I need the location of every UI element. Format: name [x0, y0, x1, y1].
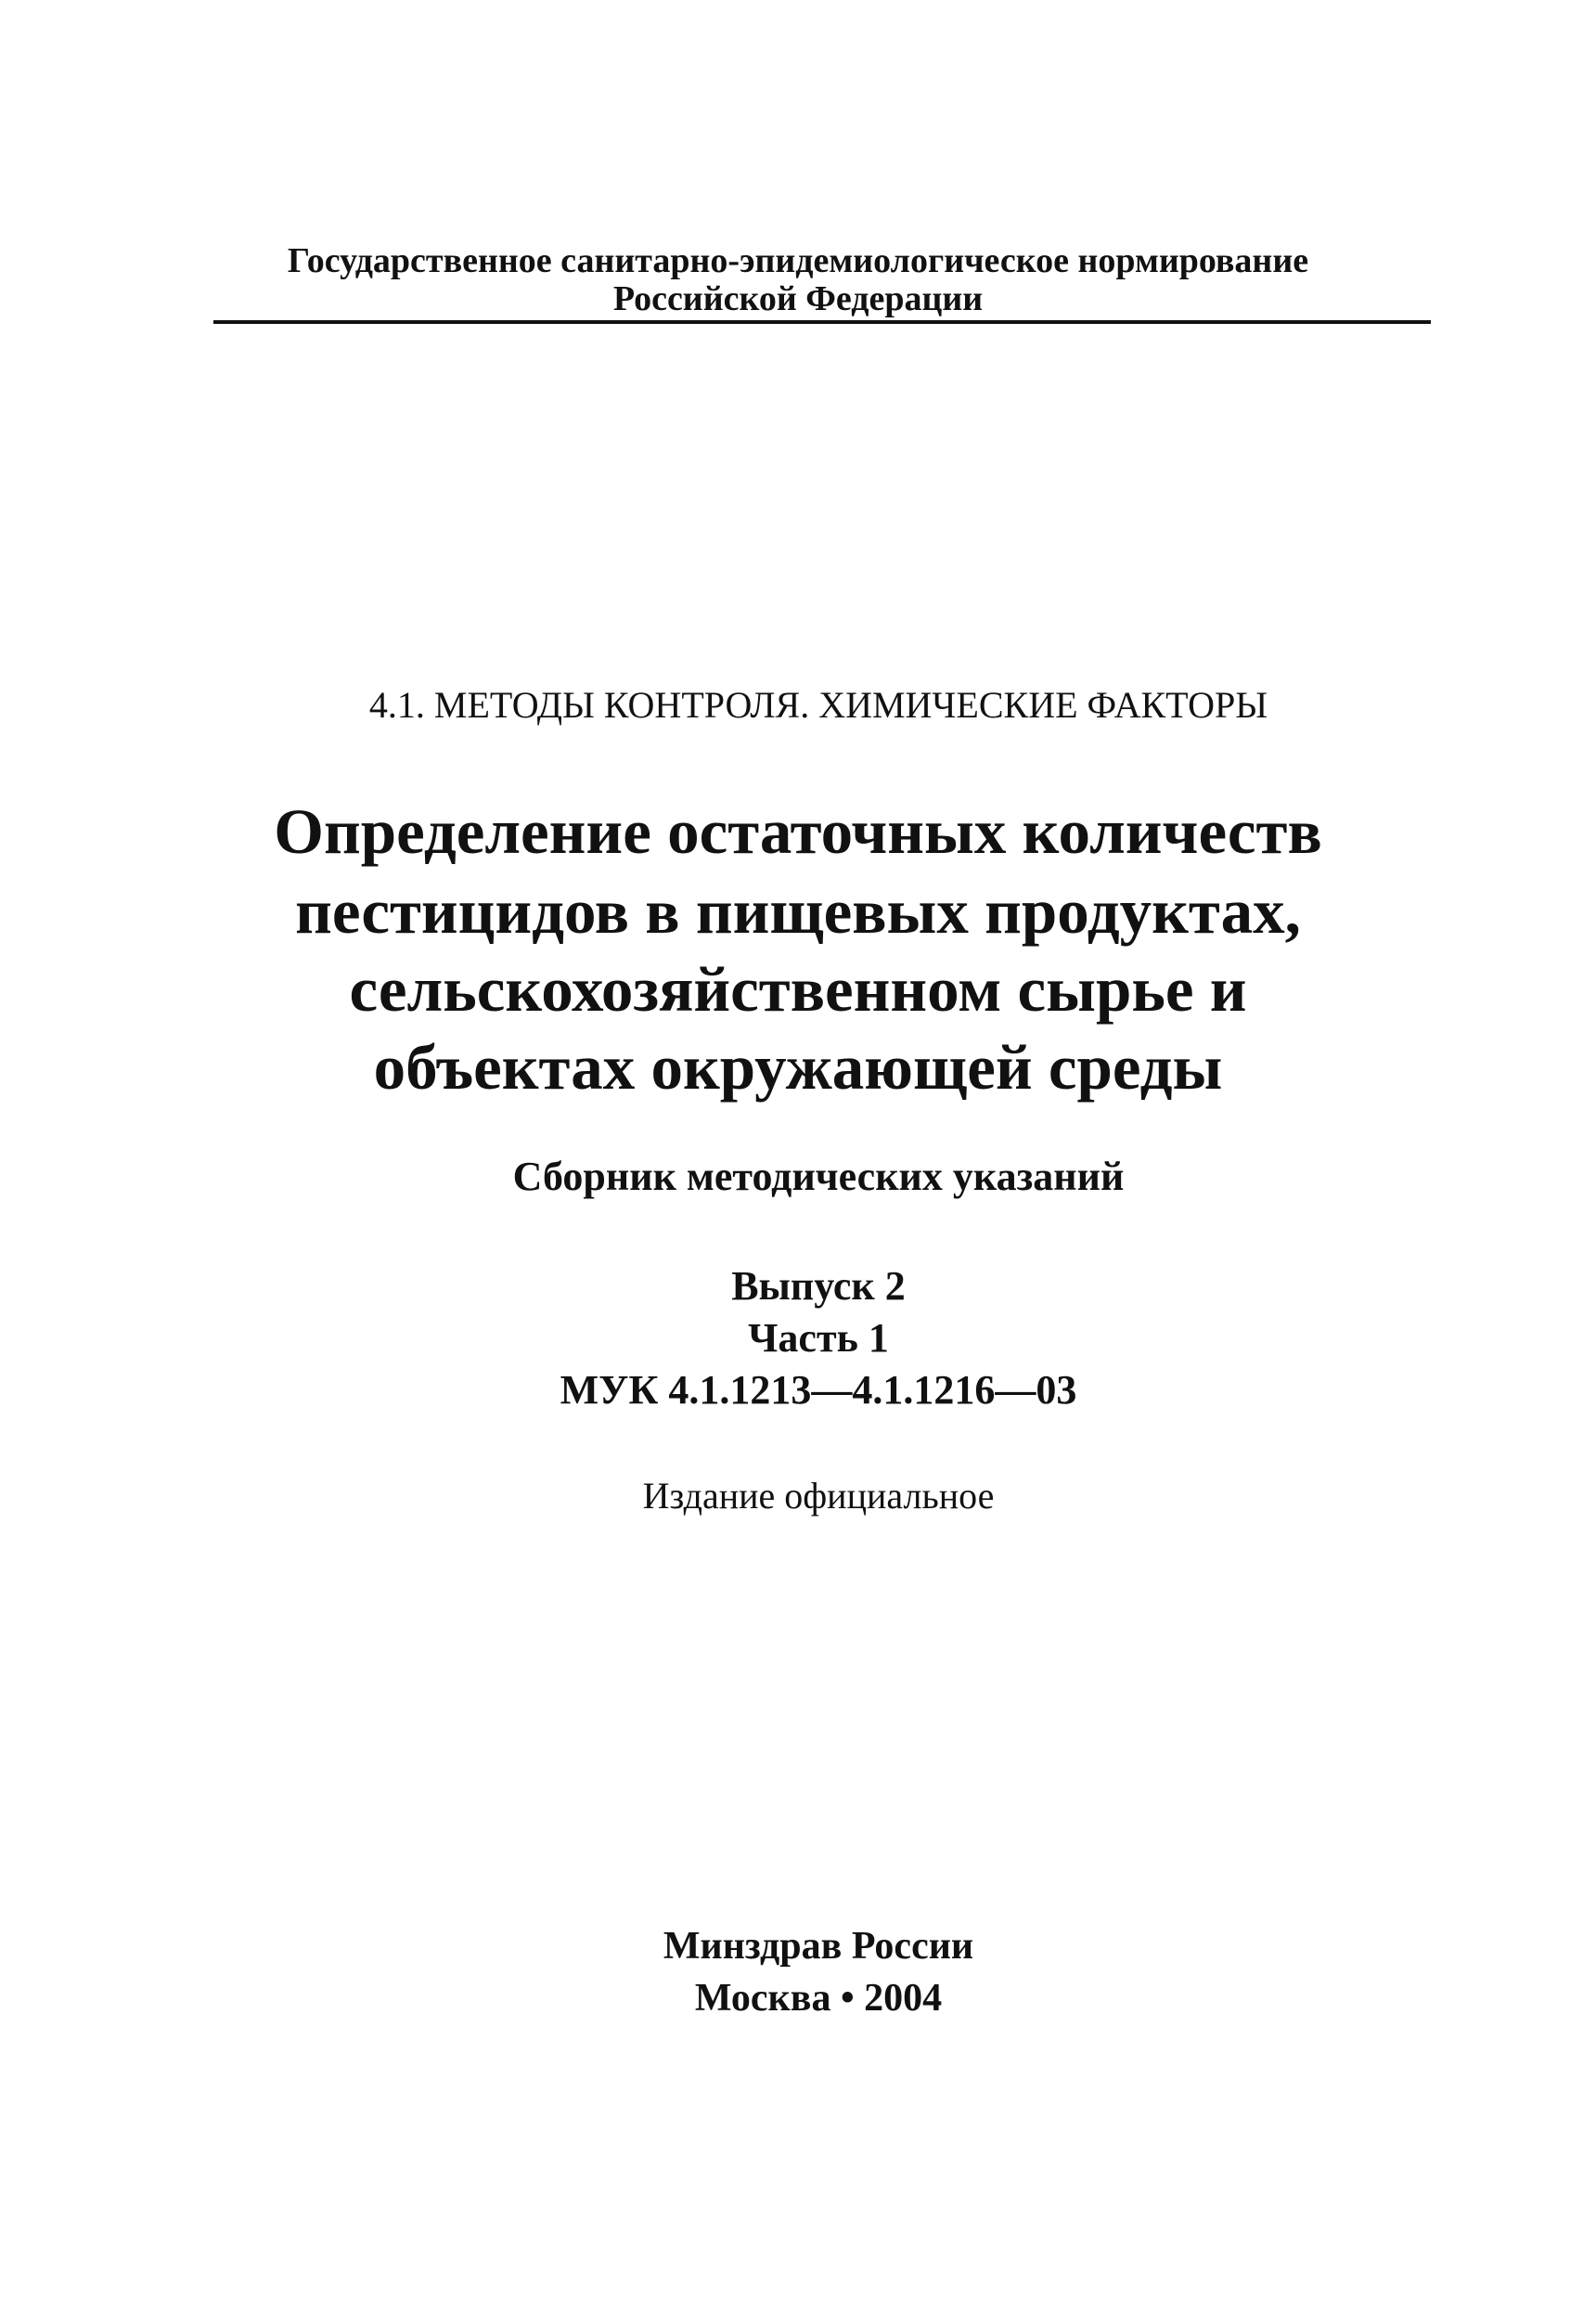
title-line-4: объектах окружающей среды: [373, 1032, 1223, 1103]
header-divider: [213, 320, 1431, 324]
document-code: МУК 4.1.1213—4.1.1216—03: [560, 1367, 1077, 1413]
edition-label: Издание официальное: [642, 1475, 995, 1517]
issue-part: Часть 1: [748, 1315, 889, 1361]
document-subtitle: Сборник методических указаний: [512, 1154, 1125, 1199]
title-line-3: сельскохозяйственном сырье и: [349, 954, 1247, 1025]
publisher-city-year: Москва • 2004: [694, 1977, 943, 2020]
header-line-2: Российской Федерации: [612, 279, 984, 318]
header-line-1: Государственное санитарно-эпидемиологическое нормирование: [287, 241, 1309, 280]
publisher-name: Минздрав России: [663, 1925, 974, 1968]
issue-number: Выпуск 2: [731, 1263, 906, 1309]
section-heading: 4.1. МЕТОДЫ КОНТРОЛЯ. ХИМИЧЕСКИЕ ФАКТОРЫ: [368, 684, 1268, 726]
title-line-2: пестицидов в пищевых продуктах,: [295, 876, 1301, 947]
title-line-1: Определение остаточных количеств: [274, 796, 1322, 867]
